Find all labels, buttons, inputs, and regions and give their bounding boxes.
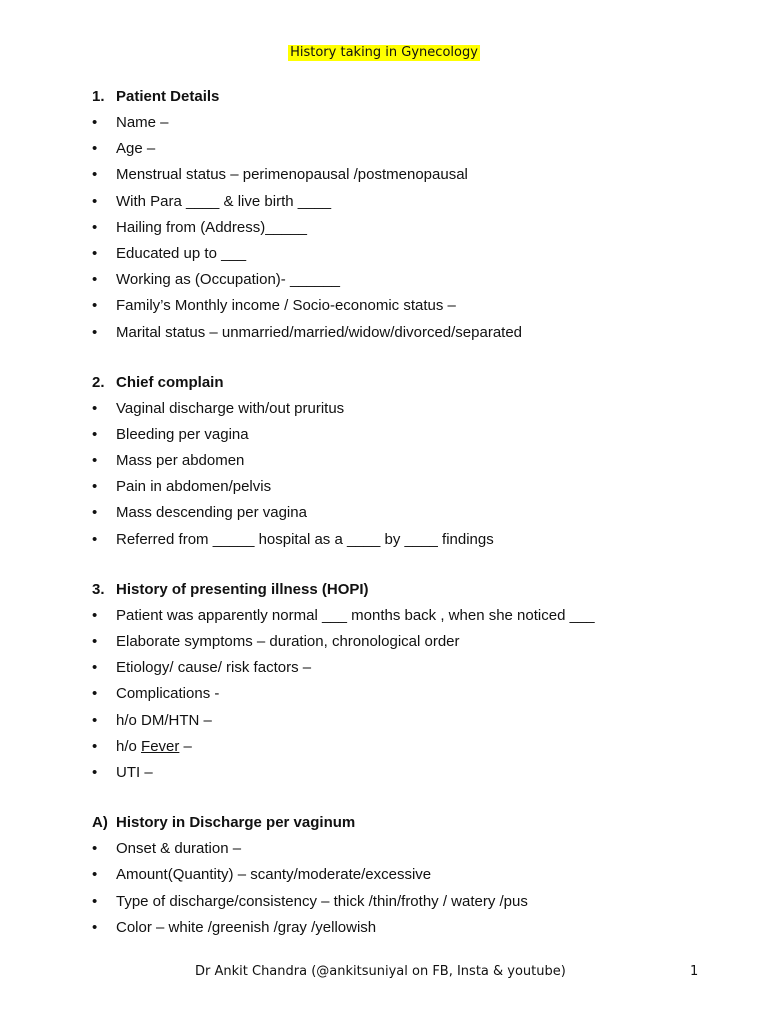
section-title: History in Discharge per vaginum <box>116 814 356 832</box>
list-item-text: Mass per abdomen <box>116 452 245 470</box>
bullet-icon: • <box>92 297 98 315</box>
page-footer <box>0 963 768 981</box>
list-item-text: Age – <box>116 140 156 158</box>
bullet-icon: • <box>92 685 98 703</box>
section-number: 3. <box>92 580 105 598</box>
list-item <box>92 110 732 136</box>
list-item-text: With Para ____ & live birth ____ <box>116 192 332 210</box>
list-item <box>92 915 732 941</box>
list-item <box>92 241 732 267</box>
bullet-icon: • <box>92 271 98 289</box>
list-item-text: Name – <box>116 114 169 131</box>
list-item <box>92 136 732 162</box>
list-item <box>92 267 732 293</box>
bullet-icon: • <box>92 737 98 755</box>
section-chief-complain <box>92 370 732 553</box>
list-item-text: Mass descending per vagina <box>116 504 307 522</box>
list-item-text: Patient was apparently normal ___ months back , when she noticed ___ <box>116 606 595 624</box>
list-item-text: Amount(Quantity) – scanty/moderate/excessive <box>116 866 432 884</box>
section-title: Chief complain <box>116 373 224 391</box>
list-item-text: Pain in abdomen/pelvis <box>116 478 272 496</box>
bullet-icon: • <box>92 918 98 936</box>
section-heading <box>92 810 732 836</box>
list-item <box>92 603 732 629</box>
bullet-icon: • <box>92 244 98 262</box>
list-item <box>92 448 732 474</box>
list-item <box>92 422 732 448</box>
list-item <box>92 655 732 681</box>
list-item-text: Menstrual status – perimenopausal /postmenopausal <box>116 166 468 184</box>
bullet-icon: • <box>92 892 98 910</box>
list-item-text: Vaginal discharge with/out pruritus <box>116 399 345 417</box>
list-item <box>92 681 732 707</box>
bullet-icon: • <box>92 530 98 548</box>
list-item-uti <box>92 760 732 786</box>
list-item <box>92 527 732 553</box>
list-item-text: Family’s Monthly income / Socio-economic status – <box>116 297 456 315</box>
section-title: History of presenting illness (HOPI) <box>116 580 369 598</box>
list-item <box>92 215 732 241</box>
list-item <box>92 889 732 915</box>
bullet-icon: • <box>92 323 98 341</box>
section-heading <box>92 577 732 603</box>
list-item <box>92 189 732 215</box>
bullet-icon: • <box>92 425 98 443</box>
list-item-text: Color – white /greenish /gray /yellowish <box>116 918 377 936</box>
list-item <box>92 320 732 346</box>
list-item <box>92 293 732 319</box>
list-item-text: h/o <box>116 737 142 755</box>
bullet-icon: • <box>92 711 98 729</box>
list-item-fever <box>92 734 732 760</box>
list-item-text: Type of discharge/consistency – thick /thin/frothy / watery /pus <box>116 892 528 910</box>
list-item <box>92 396 732 422</box>
list-item-text: Complications - <box>116 685 220 703</box>
list-item-text-suffix: – <box>179 737 192 755</box>
bullet-icon: • <box>92 192 98 210</box>
bullet-icon: • <box>92 866 98 884</box>
bullet-icon: • <box>92 166 98 184</box>
list-item-text: Marital status – unmarried/married/widow/divorced/separated <box>116 323 523 341</box>
section-number: 2. <box>92 373 105 391</box>
page-title-wrap <box>0 43 768 61</box>
list-item-text: Onset & duration – <box>116 840 242 858</box>
fever-underlined-text: Fever <box>141 737 180 755</box>
section-patient-details <box>92 84 732 346</box>
bullet-icon: • <box>92 218 98 236</box>
bullet-icon: • <box>92 504 98 522</box>
bullet-icon: • <box>92 478 98 496</box>
list-item-text: Educated up to ___ <box>116 244 247 262</box>
list-item-text: Referred from _____ hospital as a ____ by ____ findings <box>116 530 494 548</box>
list-item-text: Bleeding per vagina <box>116 425 249 443</box>
bullet-icon: • <box>92 114 98 131</box>
list-item <box>92 629 732 655</box>
list-item-text: Elaborate symptoms – duration, chronological order <box>116 633 460 650</box>
bullet-icon: • <box>92 659 98 677</box>
list-item <box>92 708 732 734</box>
bullet-icon: • <box>92 140 98 158</box>
section-title: Patient Details <box>116 88 220 105</box>
bullet-icon: • <box>92 606 98 624</box>
section-number: 1. <box>92 88 105 105</box>
bullet-icon: • <box>92 399 98 417</box>
bullet-icon: • <box>92 840 98 858</box>
list-item-text: Working as (Occupation)- ______ <box>116 271 341 289</box>
list-item-text: h/o DM/HTN – <box>116 711 212 729</box>
list-item <box>92 474 732 500</box>
list-item-text: Etiology/ cause/ risk factors – <box>116 659 312 677</box>
section-discharge-history <box>92 810 732 941</box>
bullet-icon: • <box>92 633 98 650</box>
list-item <box>92 500 732 526</box>
document-body <box>92 84 732 941</box>
section-heading <box>92 84 732 110</box>
bullet-icon: • <box>92 763 98 781</box>
bullet-icon: • <box>92 452 98 470</box>
section-heading <box>92 370 732 396</box>
list-item-text: Hailing from (Address)_____ <box>116 218 307 236</box>
list-item <box>92 862 732 888</box>
section-hopi <box>92 577 732 786</box>
footer-author: Dr Ankit Chandra (@ankitsuniyal on FB, Insta & youtube) <box>195 964 566 979</box>
section-number: A) <box>92 814 108 832</box>
list-item-text: UTI – <box>116 763 153 781</box>
list-item <box>92 836 732 862</box>
page-number: 1 <box>690 964 699 979</box>
list-item <box>92 162 732 188</box>
page-title: History taking in Gynecology <box>290 45 478 60</box>
